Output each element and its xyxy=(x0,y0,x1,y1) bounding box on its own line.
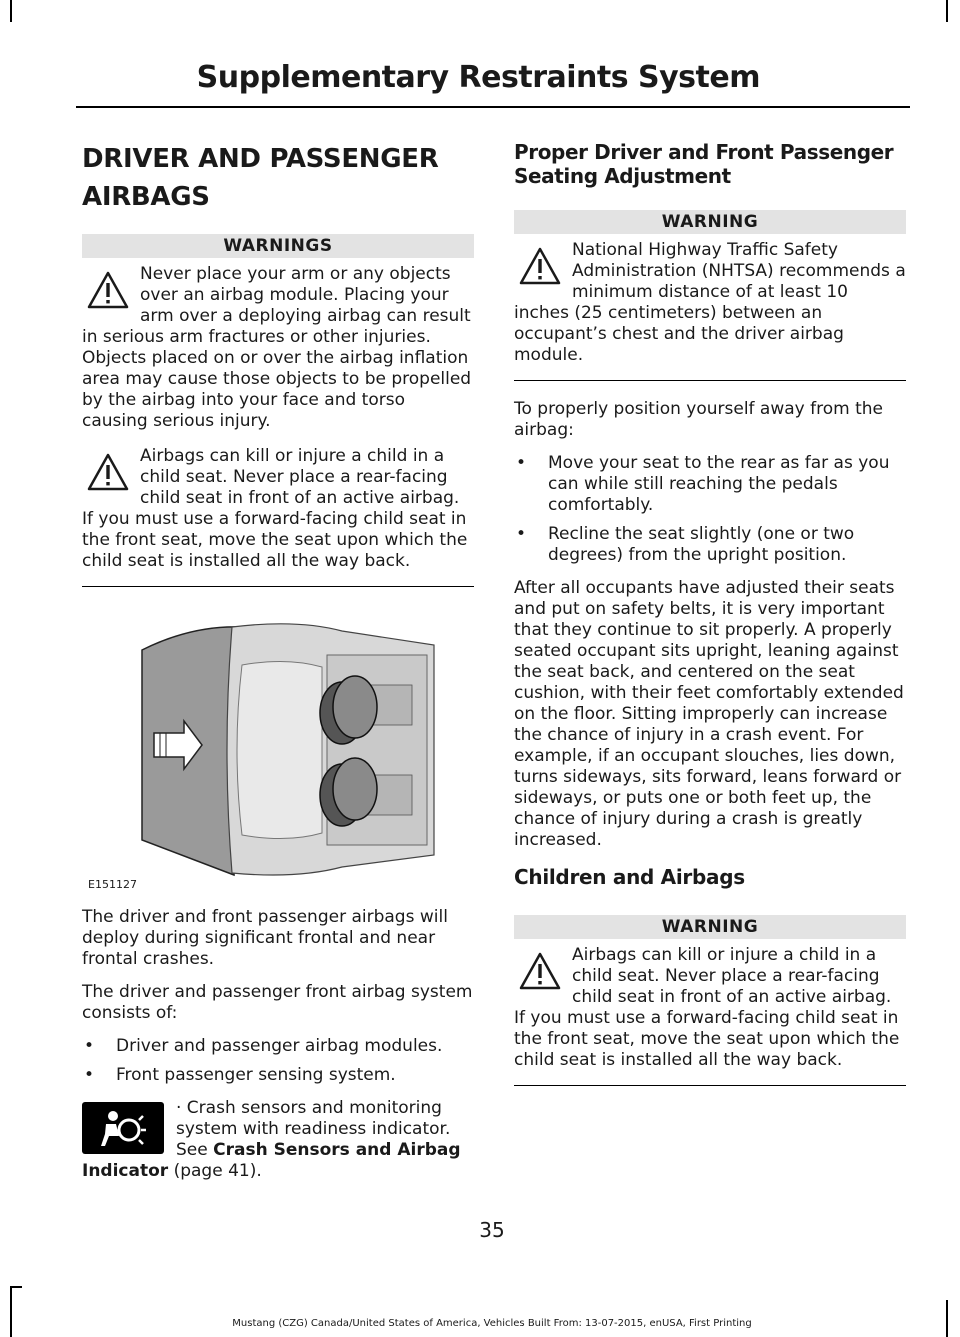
page-header-title: Supplementary Restraints System xyxy=(196,60,760,95)
paragraph: After all occupants have adjusted their seats and put on safety belts, it is very important that they continue to sit properly. A properly seated occupant sits upright, leaning against the seat back, and centered on the seat cushion, with their feet comfortably extended on the floor. Sitting improperly can increase the chance of injury in a crash event. For example, if an occupant slouches, lies down, turns sideways, sits forward, leans forward or sideways, or puts one or both feet up, the chance of injury during a crash is greatly increased. xyxy=(514,578,904,850)
warning-text: National Highway Traffic Safety Administration (NHTSA) recommends a minimum distance of at least 10 inches (25 centimeters) between an occupant’s chest and the driver airbag module. xyxy=(514,240,906,365)
warning-item xyxy=(82,446,474,572)
page-footer: Mustang (CZG) Canada/United States of America, Vehicles Built From: 13-07-2015, enUSA, First Printing xyxy=(232,1318,752,1329)
crop-mark-tl-v xyxy=(10,0,12,22)
warning-text: Airbags can kill or injure a child in a child seat. Never place a rear-facing child seat in front of an active airbag. If you must use a forward-facing child seat in the front seat, move the seat upon which the child seat is installed all the way back. xyxy=(82,446,468,571)
warning-item xyxy=(514,945,906,1071)
warning-triangle-icon xyxy=(518,951,562,995)
section-heading xyxy=(82,140,474,216)
list-item: • Driver and passenger airbag modules. xyxy=(82,1036,474,1057)
section-rule xyxy=(514,380,906,381)
figure-id: E151127 xyxy=(88,878,137,891)
airbag-indicator-item xyxy=(82,1098,474,1182)
airbag-warning-icon xyxy=(82,1102,164,1154)
warning-item xyxy=(514,240,906,366)
adjustment-list xyxy=(514,453,906,566)
cross-reference-link[interactable]: Crash Sensors and Airbag Indicator xyxy=(82,1140,461,1181)
warnings-banner: WARNINGS xyxy=(82,234,474,258)
subsection-heading: Children and Airbags xyxy=(514,865,745,889)
header-rule xyxy=(76,106,910,108)
page-number: 35 xyxy=(479,1218,505,1242)
right-column xyxy=(514,140,906,1104)
airbag-deployment-figure xyxy=(82,605,474,895)
warning-triangle-icon xyxy=(518,246,562,290)
list-item: • Recline the seat slightly (one or two degrees) from the upright position. xyxy=(514,524,906,566)
heading-line-2: AIRBAGS xyxy=(82,182,210,212)
paragraph: To properly position yourself away from the airbag: xyxy=(514,399,883,440)
warning-banner: WARNING xyxy=(514,210,906,234)
heading-line-1: DRIVER AND PASSENGER xyxy=(82,144,439,174)
warning-triangle-icon xyxy=(86,452,130,496)
indicator-text: · Crash sensors and monitoring system with readiness indicator. See xyxy=(176,1098,451,1160)
crop-mark-bl-h xyxy=(10,1286,22,1288)
list-item: • Front passenger sensing system. xyxy=(82,1065,474,1086)
warning-text: Airbags can kill or injure a child in a child seat. Never place a rear-facing child seat in front of an active airbag. If you must use a forward-facing child seat in the front seat, move the seat upon which the child seat is installed all the way back. xyxy=(514,945,900,1070)
paragraph: The driver and front passenger airbags will deploy during significant frontal and near frontal crashes. xyxy=(82,907,448,969)
warning-item xyxy=(82,264,474,432)
warning-text: Never place your arm or any objects over an airbag module. Placing your arm over a deploying airbag can result in serious arm fractures or other injuries. Objects placed on or over the airbag inflation area may cause those objects to be propelled by the airbag into your face and torso causing serious injury. xyxy=(82,264,472,431)
section-rule xyxy=(82,586,474,587)
crop-mark-tr-v xyxy=(946,0,948,22)
warning-banner: WARNING xyxy=(514,915,906,939)
car-top-view-illustration xyxy=(82,605,474,895)
list-item: • Move your seat to the rear as far as you can while still reaching the pedals comfortably. xyxy=(514,453,906,516)
warning-triangle-icon xyxy=(86,270,130,314)
page-reference: (page 41). xyxy=(168,1161,262,1181)
section-rule xyxy=(514,1085,906,1086)
crop-mark-bl-v xyxy=(10,1286,12,1337)
component-list xyxy=(82,1036,474,1086)
paragraph: The driver and passenger front airbag system consists of: xyxy=(82,982,473,1023)
left-column xyxy=(82,140,474,1182)
subsection-heading: Proper Driver and Front Passenger Seating Adjustment xyxy=(514,140,894,188)
